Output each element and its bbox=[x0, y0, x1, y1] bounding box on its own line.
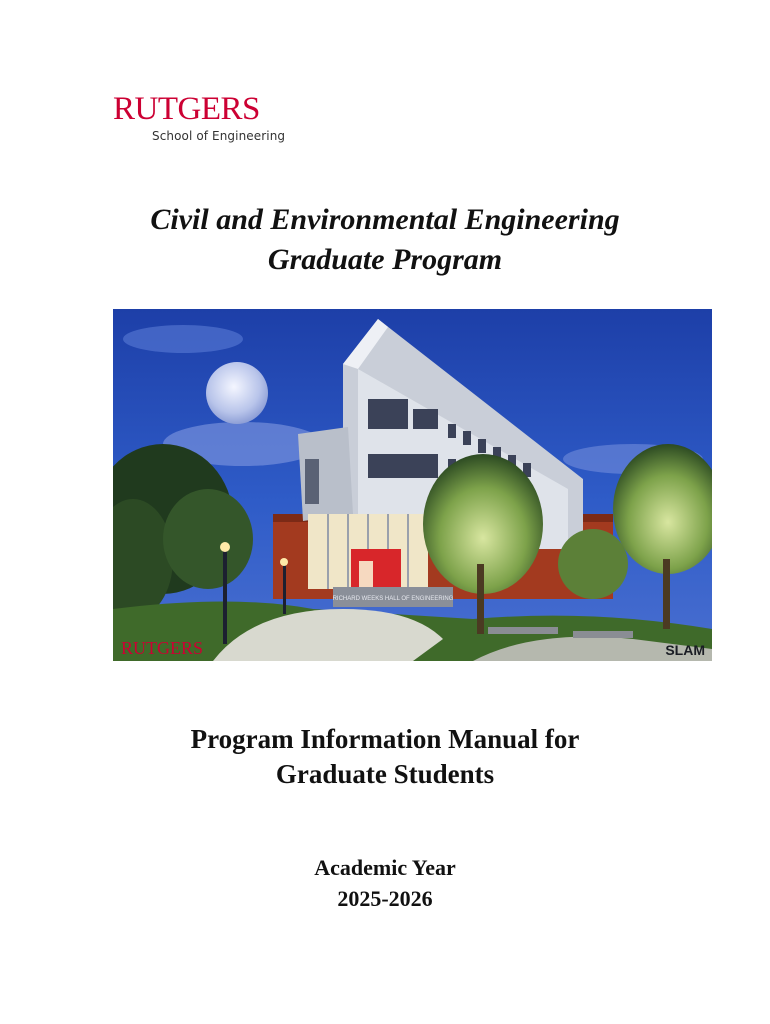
photo-watermark-left: RUTGERS bbox=[121, 638, 204, 658]
photo-watermark-right: SLAM bbox=[665, 642, 705, 658]
manual-title bbox=[0, 722, 770, 792]
manual-line-1: Program Information Manual for bbox=[190, 724, 580, 754]
manual-line-2: Graduate Students bbox=[275, 759, 495, 789]
academic-year-value: 2025-2026 bbox=[337, 886, 433, 911]
logo-subtitle: School of Engineering bbox=[152, 129, 286, 143]
building-photo bbox=[113, 309, 712, 661]
document-title bbox=[0, 200, 770, 280]
title-line-1: Civil and Environmental Engineering bbox=[150, 203, 620, 236]
title-line-2: Graduate Program bbox=[267, 243, 503, 276]
logo-wordmark: RUTGERS bbox=[113, 91, 260, 127]
academic-year-label: Academic Year bbox=[314, 855, 456, 880]
academic-year bbox=[0, 852, 770, 914]
building-sign-text: RICHARD WEEKS HALL OF ENGINEERING bbox=[332, 596, 454, 602]
rutgers-logo bbox=[113, 92, 313, 143]
